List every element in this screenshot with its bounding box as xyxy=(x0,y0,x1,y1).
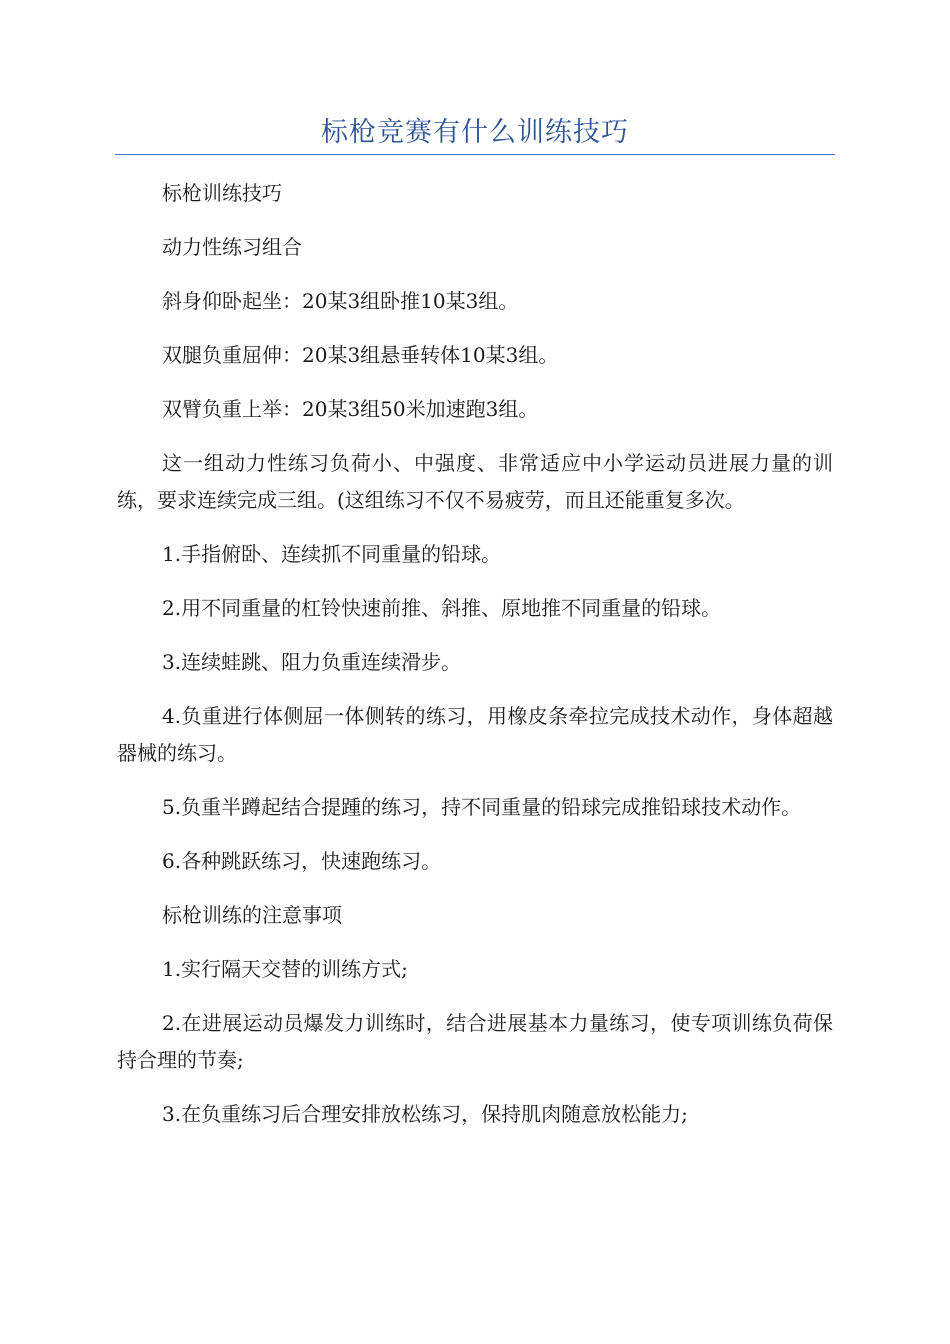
list-item: 4.负重进行体侧屈一体侧转的练习，用橡皮条牵拉完成技术动作，身体超越器械的练习。 xyxy=(117,704,833,765)
list-item: 1.手指俯卧、连续抓不同重量的铅球。 xyxy=(162,542,502,566)
document-body xyxy=(117,175,833,1133)
list-item: 2.在进展运动员爆发力训练时，结合进展基本力量练习，使专项训练负荷保持合理的节奏; xyxy=(117,1011,833,1072)
document-title: 标枪竞赛有什么训练技巧 xyxy=(321,117,629,148)
title-underline xyxy=(115,154,835,155)
paragraph: 这一组动力性练习负荷小、中强度、非常适应中小学运动员进展力量的训练，要求连续完成三组。(这组练习不仅不易疲劳，而且还能重复多次。 xyxy=(117,451,833,512)
list-item: 5.负重半蹲起结合提踵的练习，持不同重量的铅球完成推铅球技术动作。 xyxy=(162,795,802,819)
list-item: 3.在负重练习后合理安排放松练习，保持肌肉随意放松能力; xyxy=(162,1102,688,1126)
paragraph-section-heading: 标枪训练技巧 xyxy=(162,181,282,205)
list-item: 1.实行隔天交替的训练方式; xyxy=(162,957,408,981)
paragraph: 双腿负重屈伸：20某3组悬垂转体10某3组。 xyxy=(162,343,559,367)
list-item: 3.连续蛙跳、阻力负重连续滑步。 xyxy=(162,650,462,674)
list-item: 6.各种跳跃练习，快速跑练习。 xyxy=(162,849,442,873)
paragraph-subheading: 动力性练习组合 xyxy=(162,235,302,259)
list-item: 2.用不同重量的杠铃快速前推、斜推、原地推不同重量的铅球。 xyxy=(162,596,722,620)
paragraph: 斜身仰卧起坐：20某3组卧推10某3组。 xyxy=(162,289,519,313)
paragraph: 双臂负重上举：20某3组50米加速跑3组。 xyxy=(162,397,539,421)
paragraph-section-heading: 标枪训练的注意事项 xyxy=(162,903,342,927)
